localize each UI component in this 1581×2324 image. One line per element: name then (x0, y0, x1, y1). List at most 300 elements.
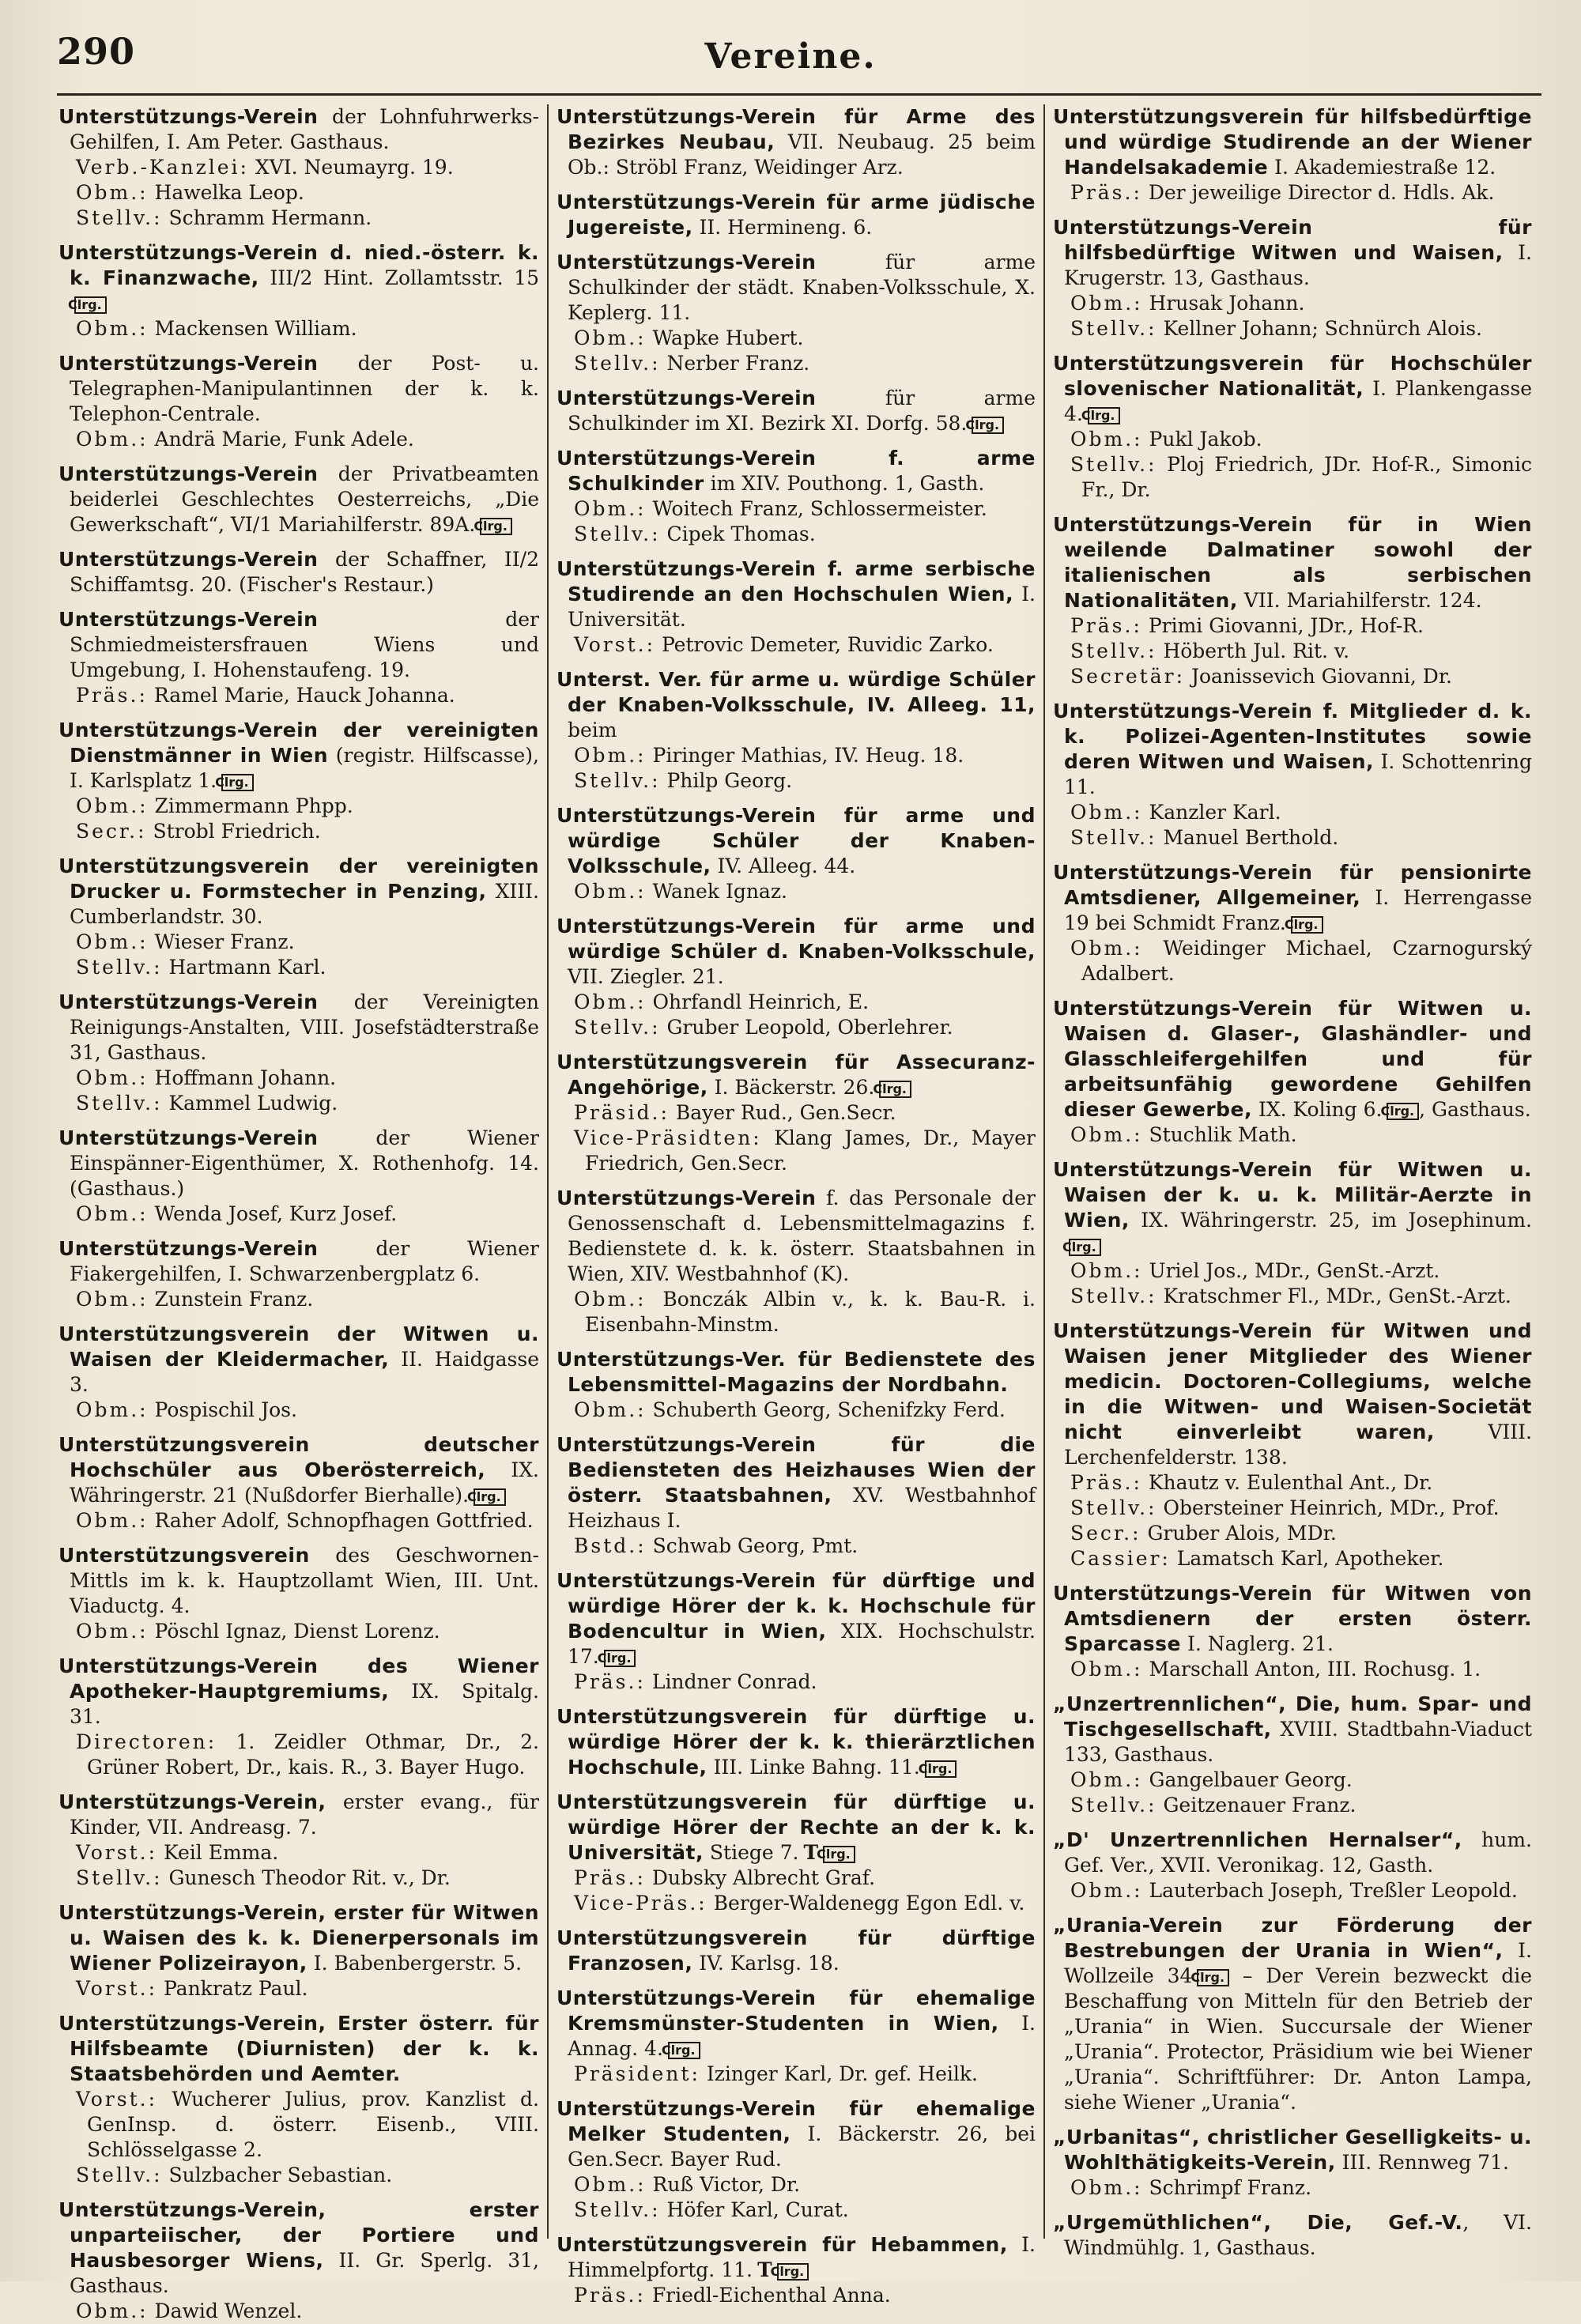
entry-officer (58, 1840, 539, 1866)
entry-address: III. Linke Bahng. 11. (707, 1756, 920, 1779)
officer-role: Stellv.: (1070, 1285, 1157, 1307)
entry-heading (58, 462, 539, 538)
officer-names: Izinger Karl, Dr. gef. Heilk. (700, 2062, 978, 2085)
entry-officer (557, 522, 1036, 547)
officer-role: Secr.: (1070, 1522, 1141, 1545)
entry-heading (58, 1432, 539, 1508)
entry-officer (58, 2299, 539, 2324)
directory-entry (557, 1050, 1036, 1176)
entry-title: Unterstützungs-Verein für ehemalige Kremsmünster-Studenten in Wien, (557, 1986, 1036, 2035)
officer-role: Stellv.: (76, 2164, 163, 2186)
directory-entry (58, 2198, 539, 2324)
entry-heading (1053, 351, 1532, 427)
entry-address: des Geschwornen-Mittls im k. k. Hauptzollamt Wien, III. Unt. Viaductg. 4. (70, 1544, 539, 1617)
entry-heading (557, 1050, 1036, 1100)
page-number: 290 (57, 30, 136, 73)
officer-role: Stellv.: (1070, 1794, 1157, 1817)
clearing-badge: Clrg. (1069, 1239, 1101, 1256)
entry-title: Unterstützungs-Verein des Wiener Apotheker-Hauptgremiums, (58, 1654, 539, 1703)
entry-officer (1053, 639, 1532, 664)
officer-names: Khautz v. Eulenthal Ant., Dr. (1141, 1471, 1433, 1494)
directory-entry (1053, 699, 1532, 851)
entry-title: Unterstützungs-Verein f. arme Schulkinder (557, 447, 1036, 495)
entry-address: XIII. Cumberlandstr. 30. (70, 880, 539, 928)
directory-entry (1053, 2125, 1532, 2201)
officer-names: Lamatsch Karl, Apotheker. (1170, 1547, 1444, 1570)
officer-names: Cipek Thomas. (660, 523, 816, 545)
officer-names: Joanissevich Giovanni, Dr. (1185, 665, 1452, 688)
officer-names: Lindner Conrad. (645, 1670, 817, 1693)
officer-role: Obm.: (76, 1202, 149, 1225)
entry-address: IX. Spitalg. 31. (70, 1680, 539, 1728)
entry-title: Unterstützungs-Verein für arme und würdige Schüler d. Knaben-Volksschule, (557, 915, 1036, 963)
directory-entry (58, 351, 539, 452)
directory-entry (58, 1790, 539, 1891)
officer-role: Obm.: (76, 1066, 149, 1089)
entry-officer (557, 1287, 1036, 1337)
officer-role: Obm.: (1070, 1123, 1143, 1146)
directory-entry (557, 667, 1036, 794)
entry-heading (557, 2096, 1036, 2172)
entry-officer (1053, 613, 1532, 639)
entry-heading (58, 854, 539, 930)
entry-officer (58, 1287, 539, 1312)
page-header (0, 22, 1581, 93)
entry-address: (registr. Hilfscasse), I. Karlsplatz 1. (70, 744, 539, 792)
directory-entry (557, 1790, 1036, 1916)
officer-role: Stellv.: (574, 352, 661, 375)
directory-entry (58, 854, 539, 980)
entry-officer (557, 1398, 1036, 1423)
entry-address: Stiege 7. (703, 1841, 799, 1864)
officer-role: Secretär: (1070, 665, 1185, 688)
entry-officer (557, 1891, 1036, 1916)
entry-heading (1053, 2210, 1532, 2261)
officer-names: Ploj Friedrich, JDr. Hof-R., Simonic Fr., Dr. (1081, 453, 1532, 501)
entry-title: Unterstützungsverein der Witwen u. Waisen der Kleidermacher, (58, 1322, 539, 1371)
directory-entry (58, 1322, 539, 1423)
officer-names: Gunesch Theodor Rit. v., Dr. (162, 1866, 451, 1889)
entry-officer (58, 2163, 539, 2188)
entry-officer (1053, 427, 1532, 452)
officer-role: Präs.: (574, 1866, 646, 1889)
entry-heading (1053, 1319, 1532, 1470)
entry-heading (557, 1347, 1036, 1398)
officer-names: Geitzenauer Franz. (1157, 1794, 1356, 1817)
officer-names: Pöschl Ignaz, Dienst Lorenz. (148, 1620, 440, 1643)
officer-names: Schramm Hermann. (162, 206, 372, 229)
officer-names: Der jeweilige Director d. Hdls. Ak. (1141, 181, 1495, 204)
entry-title: Unterstützungs-Verein für Witwen u. Waisen der k. u. k. Militär-Aerzte in Wien, (1053, 1158, 1532, 1232)
directory-entry (557, 1432, 1036, 1559)
entry-officer (58, 1508, 539, 1534)
officer-role: Präs.: (1070, 1471, 1142, 1494)
entry-address: der Wiener Fiakergehilfen, I. Schwarzenbergplatz 6. (70, 1237, 539, 1285)
officer-names: Kellner Johann; Schnürch Alois. (1157, 317, 1482, 340)
entry-heading (58, 990, 539, 1066)
entry-officer (557, 496, 1036, 522)
entry-title: Unterstützungs-Verein, erster für Witwen u. Waisen des k. k. Dienerpersonals im Wiener Polizeirayon, (58, 1901, 539, 1975)
directory-entry (58, 1543, 539, 1644)
entry-address: f. das Personale der Genossenschaft d. Lebensmittelmagazins f. Bedienstete d. k. k. österr. Staatsbahnen in Wien, XIV. Westbahnhof (K). (568, 1187, 1036, 1285)
entry-heading (58, 2011, 539, 2087)
officer-names: Höfer Karl, Curat. (660, 2198, 849, 2221)
entry-officer (557, 326, 1036, 351)
officer-names: Kammel Ludwig. (162, 1092, 338, 1115)
officer-names: Ruß Victor, Dr. (646, 2173, 801, 2196)
entry-title: Unterstützungs-Verein (58, 105, 319, 128)
entry-officer (1053, 800, 1532, 825)
entry-heading (58, 1790, 539, 1840)
entry-title: Unterst. Ver. für arme u. würdige Schüler der Knaben-Volksschule, IV. Alleeg. 11, (557, 668, 1036, 716)
entry-address: VII. Neubaug. 25 beim Ob.: Ströbl Franz, Weidinger Arz. (568, 130, 1036, 179)
entry-title: Unterstützungsverein für dürftige Franzosen, (557, 1926, 1036, 1975)
officer-names: Petrovic Demeter, Ruvidic Zarko. (655, 633, 994, 656)
officer-names: Wieser Franz. (148, 930, 295, 953)
running-head: Vereine. (704, 36, 877, 77)
directory-entry (557, 250, 1036, 376)
entry-title: Unterstützungs-Verein (557, 251, 817, 274)
clearing-badge: Clrg. (480, 518, 512, 535)
directory-entry (1053, 1157, 1532, 1309)
entry-heading (557, 1790, 1036, 1866)
entry-officer (557, 1534, 1036, 1559)
officer-names: Stuchlik Math. (1142, 1123, 1297, 1146)
entry-officer (1053, 1470, 1532, 1496)
officer-role: Präsident: (574, 2062, 700, 2085)
entry-title: Unterstützungs-Verein (58, 990, 319, 1013)
entry-title: „D' Unzertrennlichen Hernalser“, (1053, 1828, 1462, 1851)
directory-entry (557, 386, 1036, 436)
entry-address: I. Herrengasse 19 bei Schmidt Franz. (1064, 886, 1532, 934)
officer-role: Obm.: (574, 1288, 647, 1311)
officer-role: Präs.: (1070, 181, 1142, 204)
officer-role: Obm.: (76, 930, 149, 953)
officer-role: Obm.: (574, 497, 647, 520)
entry-officer (1053, 1496, 1532, 1521)
clearing-badge: Clrg. (668, 2042, 700, 2059)
entry-heading (58, 547, 539, 598)
officer-names: Schwab Georg, Pmt. (646, 1534, 858, 1557)
entry-address: II. Haidgasse 3. (70, 1348, 539, 1396)
officer-role: Stellv.: (1070, 1496, 1157, 1519)
officer-role: Vorst.: (76, 1977, 158, 2000)
entry-address: VIII. Lerchenfelderstr. 138. (1064, 1420, 1532, 1469)
entry-heading (557, 2232, 1036, 2283)
officer-names: 1. Zeidler Othmar, Dr., 2. Grüner Robert, Dr., kais. R., 3. Bayer Hugo. (87, 1730, 539, 1779)
officer-names: Uriel Jos., MDr., GenSt.-Arzt. (1142, 1259, 1440, 1282)
entry-heading (58, 1322, 539, 1398)
officer-role: Vorst.: (76, 1841, 158, 1864)
entry-title: Unterstützungs-Verein f. arme serbische Studirende an den Hochschulen Wien, (557, 557, 1036, 606)
entry-address: I. Naglerg. 21. (1181, 1632, 1334, 1655)
entry-title: Unterstützungs-Verein (58, 1237, 319, 1260)
officer-role: Stellv.: (574, 2198, 661, 2221)
officer-names: Friedl-Eichenthal Anna. (645, 2284, 891, 2307)
entry-address: für arme Schulkinder der städt. Knaben-Volksschule, X. Keplerg. 11. (568, 251, 1036, 324)
entry-officer (58, 794, 539, 819)
entry-heading (1053, 512, 1532, 613)
entry-officer (58, 1398, 539, 1423)
entry-title: „Unzertrennlichen“, Die, hum. Spar- und Tischgesellschaft, (1053, 1692, 1532, 1741)
directory-entry (58, 1654, 539, 1780)
column-1 (51, 104, 547, 2322)
entry-officer (58, 1730, 539, 1780)
directory-entry (1053, 1828, 1532, 1903)
entry-heading (1053, 2125, 1532, 2175)
entry-title: Unterstützungs-Verein (58, 462, 319, 485)
entry-heading (58, 104, 539, 155)
entry-address: der Lohnfuhrwerks-Gehilfen, I. Am Peter. Gasthaus. (70, 105, 539, 153)
entry-address: hum. Gef. Ver., XVII. Veronikag. 12, Gasth. (1064, 1828, 1532, 1877)
officer-names: Ohrfandl Heinrich, E. (646, 990, 870, 1013)
officer-role: Obm.: (1070, 937, 1143, 960)
entry-title: Unterstützungs-Verein, Erster österr. für Hilfsbeamte (Diurnisten) der k. k. Staatsbehörden und Aemter. (58, 2012, 539, 2085)
entry-officer (1053, 664, 1532, 689)
entry-officer (58, 206, 539, 231)
entry-address: der Schmiedmeistersfrauen Wiens und Umgebung, I. Hohenstaufeng. 19. (70, 608, 539, 681)
entry-title: Unterstützungs-Verein (58, 608, 319, 631)
officer-role: Stellv.: (574, 1016, 661, 1039)
officer-role: Stellv.: (76, 206, 163, 229)
entry-officer (58, 2087, 539, 2163)
officer-role: Verb.-Kanzlei: (76, 156, 249, 179)
clearing-badge: Clrg. (474, 1488, 506, 1506)
entry-title: Unterstützungsverein für dürftige u. würdige Hörer der Rechte an der k. k. Universität, (557, 1790, 1036, 1864)
entry-heading (557, 190, 1036, 240)
entry-title: Unterstützungs-Verein für pensionirte Amtsdiener, Allgemeiner, (1053, 861, 1532, 909)
directory-entry (1053, 996, 1532, 1148)
officer-names: Wucherer Julius, prov. Kanzlist d. GenInsp. d. österr. Eisenb., VIII. Schlösselgasse 2. (87, 2088, 539, 2161)
entry-heading (557, 1186, 1036, 1287)
entry-officer (1053, 452, 1532, 503)
directory-entry (557, 1704, 1036, 1780)
officer-names: Wenda Josef, Kurz Josef. (148, 1202, 398, 1225)
officer-names: Woitech Franz, Schlossermeister. (646, 497, 987, 520)
entry-officer (1053, 1878, 1532, 1903)
directory-entry (557, 2232, 1036, 2308)
entry-heading (557, 446, 1036, 496)
officer-names: Nerber Franz. (660, 352, 810, 375)
directory-entry (1053, 1692, 1532, 1818)
clearing-badge: Clrg. (74, 296, 107, 314)
clearing-badge: Clrg. (823, 1846, 855, 1863)
officer-role: Obm.: (1070, 1879, 1143, 1902)
entry-heading (58, 2198, 539, 2299)
officer-names: Zunstein Franz. (148, 1288, 314, 1311)
header-rule (57, 93, 1541, 96)
entry-address: IX. Währingerstr. 21 (Nußdorfer Bierhalle). (70, 1458, 539, 1507)
entry-heading (557, 104, 1036, 180)
officer-names: Höberth Jul. Rit. v. (1157, 639, 1350, 662)
entry-officer (557, 1100, 1036, 1126)
officer-role: Stellv.: (1070, 826, 1157, 849)
officer-names: Gruber Alois, MDr. (1141, 1522, 1337, 1545)
officer-role: Obm.: (574, 2173, 647, 2196)
entry-officer (58, 1866, 539, 1891)
entry-heading (1053, 860, 1532, 936)
entry-address: I. Bäckerstr. 26, bei Gen.Secr. Bayer Rud. (568, 2122, 1036, 2171)
entry-title: Unterstützungs-Verein (557, 1187, 817, 1209)
officer-names: Lauterbach Joseph, Treßler Leopold. (1142, 1879, 1518, 1902)
officer-role: Obm.: (1070, 1658, 1143, 1681)
entry-title: Unterstützungs-Verein (58, 352, 319, 375)
officer-names: Pankratz Paul. (157, 1977, 308, 2000)
entry-title: Unterstützungs-Verein für dürftige und würdige Hörer der k. k. Hochschule für Bodencultur in Wien, (557, 1569, 1036, 1643)
entry-address: III/2 Hint. Zollamtsstr. 15 (258, 266, 539, 289)
clearing-badge: Clrg. (1291, 916, 1323, 934)
officer-role: Obm.: (76, 1398, 149, 1421)
officer-names: Marschall Anton, III. Rochusg. 1. (1142, 1658, 1481, 1681)
entry-officer (557, 2198, 1036, 2223)
entry-officer (58, 1066, 539, 1091)
entry-address: , VI. Windmühlg. 1, Gasthaus. (1064, 2211, 1532, 2259)
officer-names: Pukl Jakob. (1142, 428, 1262, 451)
officer-role: Obm.: (76, 2299, 149, 2322)
officer-names: Raher Adolf, Schnopfhagen Gottfried. (148, 1509, 534, 1532)
entry-officer (557, 2172, 1036, 2198)
entry-officer (557, 768, 1036, 794)
directory-entry (58, 1236, 539, 1312)
officer-role: Präs.: (1070, 614, 1142, 637)
officer-role: Obm.: (76, 794, 149, 817)
officer-role: Vorst.: (574, 633, 656, 656)
entry-address: der Post- u. Telegraphen-Manipulantinnen der k. k. Telephon-Centrale. (70, 352, 539, 425)
entry-title: Unterstützungs-Verein für hilfsbedürftige Witwen und Waisen, (1053, 216, 1532, 264)
entry-title: Unterstützungsverein der vereinigten Drucker u. Formstecher in Penzing, (58, 855, 539, 903)
entry-title: Unterstützungs-Ver. für Bedienstete des Lebensmittel-Magazins der Nordbahn. (557, 1348, 1036, 1396)
entry-address: der Wiener Einspänner-Eigenthümer, X. Rothenhofg. 14. (Gasthaus.) (70, 1126, 539, 1200)
column-3 (1043, 104, 1540, 2259)
officer-role: Präs.: (76, 684, 148, 707)
officer-role: Bstd.: (574, 1534, 647, 1557)
officer-role: Vorst.: (76, 2088, 158, 2111)
entry-title: Unterstützungs-Verein, (58, 1790, 326, 1813)
entry-officer (557, 2062, 1036, 2087)
entry-address: IV. Alleeg. 44. (711, 855, 856, 877)
directory-entry (557, 1926, 1036, 1976)
entry-heading (1053, 699, 1532, 800)
directory-entry (557, 1986, 1036, 2087)
directory-entry (557, 1347, 1036, 1423)
entry-heading (58, 1900, 539, 1976)
entry-title: Unterstützungs-Verein (58, 548, 319, 571)
entry-title: Unterstützungs-Verein für Witwen von Amtsdienern der ersten österr. Sparcasse (1053, 1582, 1532, 1655)
entry-heading (58, 1236, 539, 1287)
officer-role: Obm.: (574, 326, 647, 349)
entry-officer (58, 1091, 539, 1116)
entry-officer (58, 427, 539, 452)
directory-entry (1053, 1319, 1532, 1571)
officer-role: Präs.: (574, 1670, 646, 1693)
officer-names: Obersteiner Heinrich, MDr., Prof. (1157, 1496, 1500, 1519)
officer-role: Stellv.: (76, 1092, 163, 1115)
entry-note: , Gasthaus. (1419, 1098, 1531, 1121)
telephone-mark: T (757, 2258, 772, 2281)
officer-names: Primi Giovanni, JDr., Hof-R. (1141, 614, 1424, 637)
officer-names: Klang James, Dr., Mayer Friedrich, Gen.Secr. (585, 1126, 1036, 1175)
officer-names: Keil Emma. (157, 1841, 279, 1864)
officer-names: XVI. Neumayrg. 19. (248, 156, 454, 179)
entry-officer (1053, 1768, 1532, 1793)
officer-names: Ramel Marie, Hauck Johanna. (147, 684, 455, 707)
entry-officer (1053, 316, 1532, 341)
officer-role: Obm.: (574, 990, 647, 1013)
officer-names: Wanek Ignaz. (646, 880, 787, 903)
entry-heading (1053, 104, 1532, 180)
entry-address: IV. Karlsg. 18. (692, 1952, 840, 1975)
directory-entry (557, 2096, 1036, 2223)
directory-entry (58, 462, 539, 538)
entry-heading (1053, 996, 1532, 1122)
entry-address: für arme Schulkinder im XI. Bezirk XI. Dorfg. 58. (568, 387, 1036, 435)
officer-role: Stellv.: (574, 769, 661, 792)
directory-entry (557, 803, 1036, 904)
entry-officer (58, 1976, 539, 2001)
directory-entry (1053, 351, 1532, 503)
officer-names: Dubsky Albrecht Graf. (645, 1866, 876, 1889)
entry-title: Unterstützungs-Verein (58, 1126, 319, 1149)
entry-address: XIX. Hochschulstr. 17. (568, 1620, 1036, 1668)
entry-title: Unterstützungs-Verein (557, 387, 817, 409)
entry-address: der Schaffner, II/2 Schiffamtsg. 20. (Fischer's Restaur.) (70, 548, 539, 596)
officer-role: Obm.: (76, 1509, 149, 1532)
entry-address: im XIV. Pouthong. 1, Gasth. (704, 472, 985, 495)
column-2 (547, 104, 1043, 2307)
entry-officer (1053, 936, 1532, 987)
directory-entry (1053, 512, 1532, 689)
clearing-badge: Clrg. (777, 2263, 809, 2281)
entry-heading (557, 914, 1036, 990)
entry-officer (1053, 1284, 1532, 1309)
entry-officer (557, 632, 1036, 658)
entry-heading (557, 1704, 1036, 1780)
officer-role: Directoren: (76, 1730, 217, 1753)
telephone-mark: T (803, 1841, 819, 1864)
entry-heading (557, 1986, 1036, 2062)
entry-officer (1053, 180, 1532, 206)
officer-role: Obm.: (1070, 428, 1143, 451)
officer-names: Pospischil Jos. (148, 1398, 297, 1421)
directory-entry (1053, 1581, 1532, 1682)
entry-officer (58, 955, 539, 980)
entry-officer (557, 1015, 1036, 1040)
entry-title: Unterstützungsverein für hilfsbedürftige und würdige Studirende an der Wiener Handelsakademie (1053, 105, 1532, 179)
officer-names: Piringer Mathias, IV. Heug. 18. (646, 744, 964, 767)
directory-entry (58, 547, 539, 598)
officer-role: Stellv.: (1070, 639, 1157, 662)
directory-entry (1053, 1913, 1532, 2115)
directory-entry (557, 190, 1036, 240)
entry-officer (58, 316, 539, 341)
officer-role: Vice-Präs.: (574, 1892, 707, 1915)
entry-address: I. Krugerstr. 13, Gasthaus. (1064, 241, 1532, 289)
directory-entry (58, 1432, 539, 1534)
entry-heading (557, 1926, 1036, 1976)
entry-officer (557, 990, 1036, 1015)
directory-entry (557, 104, 1036, 180)
entry-heading (58, 1654, 539, 1730)
entry-heading (58, 351, 539, 427)
officer-role: Präsid.: (574, 1101, 670, 1124)
officer-role: Obm.: (76, 181, 149, 204)
entry-title: Unterstützungs-Verein für Witwen u. Waisen d. Glaser-, Glashändler- und Glasschleifergehilfen und für arbeitsunfähig gewordene Gehilfen dieser Gewerbe, (1053, 997, 1532, 1121)
entry-heading (58, 1126, 539, 1202)
directory-entry (58, 607, 539, 708)
officer-role: Secr.: (76, 820, 147, 843)
entry-address: IX. Währingerstr. 25, im Josephinum. (1129, 1209, 1532, 1232)
directory-entry (557, 556, 1036, 658)
